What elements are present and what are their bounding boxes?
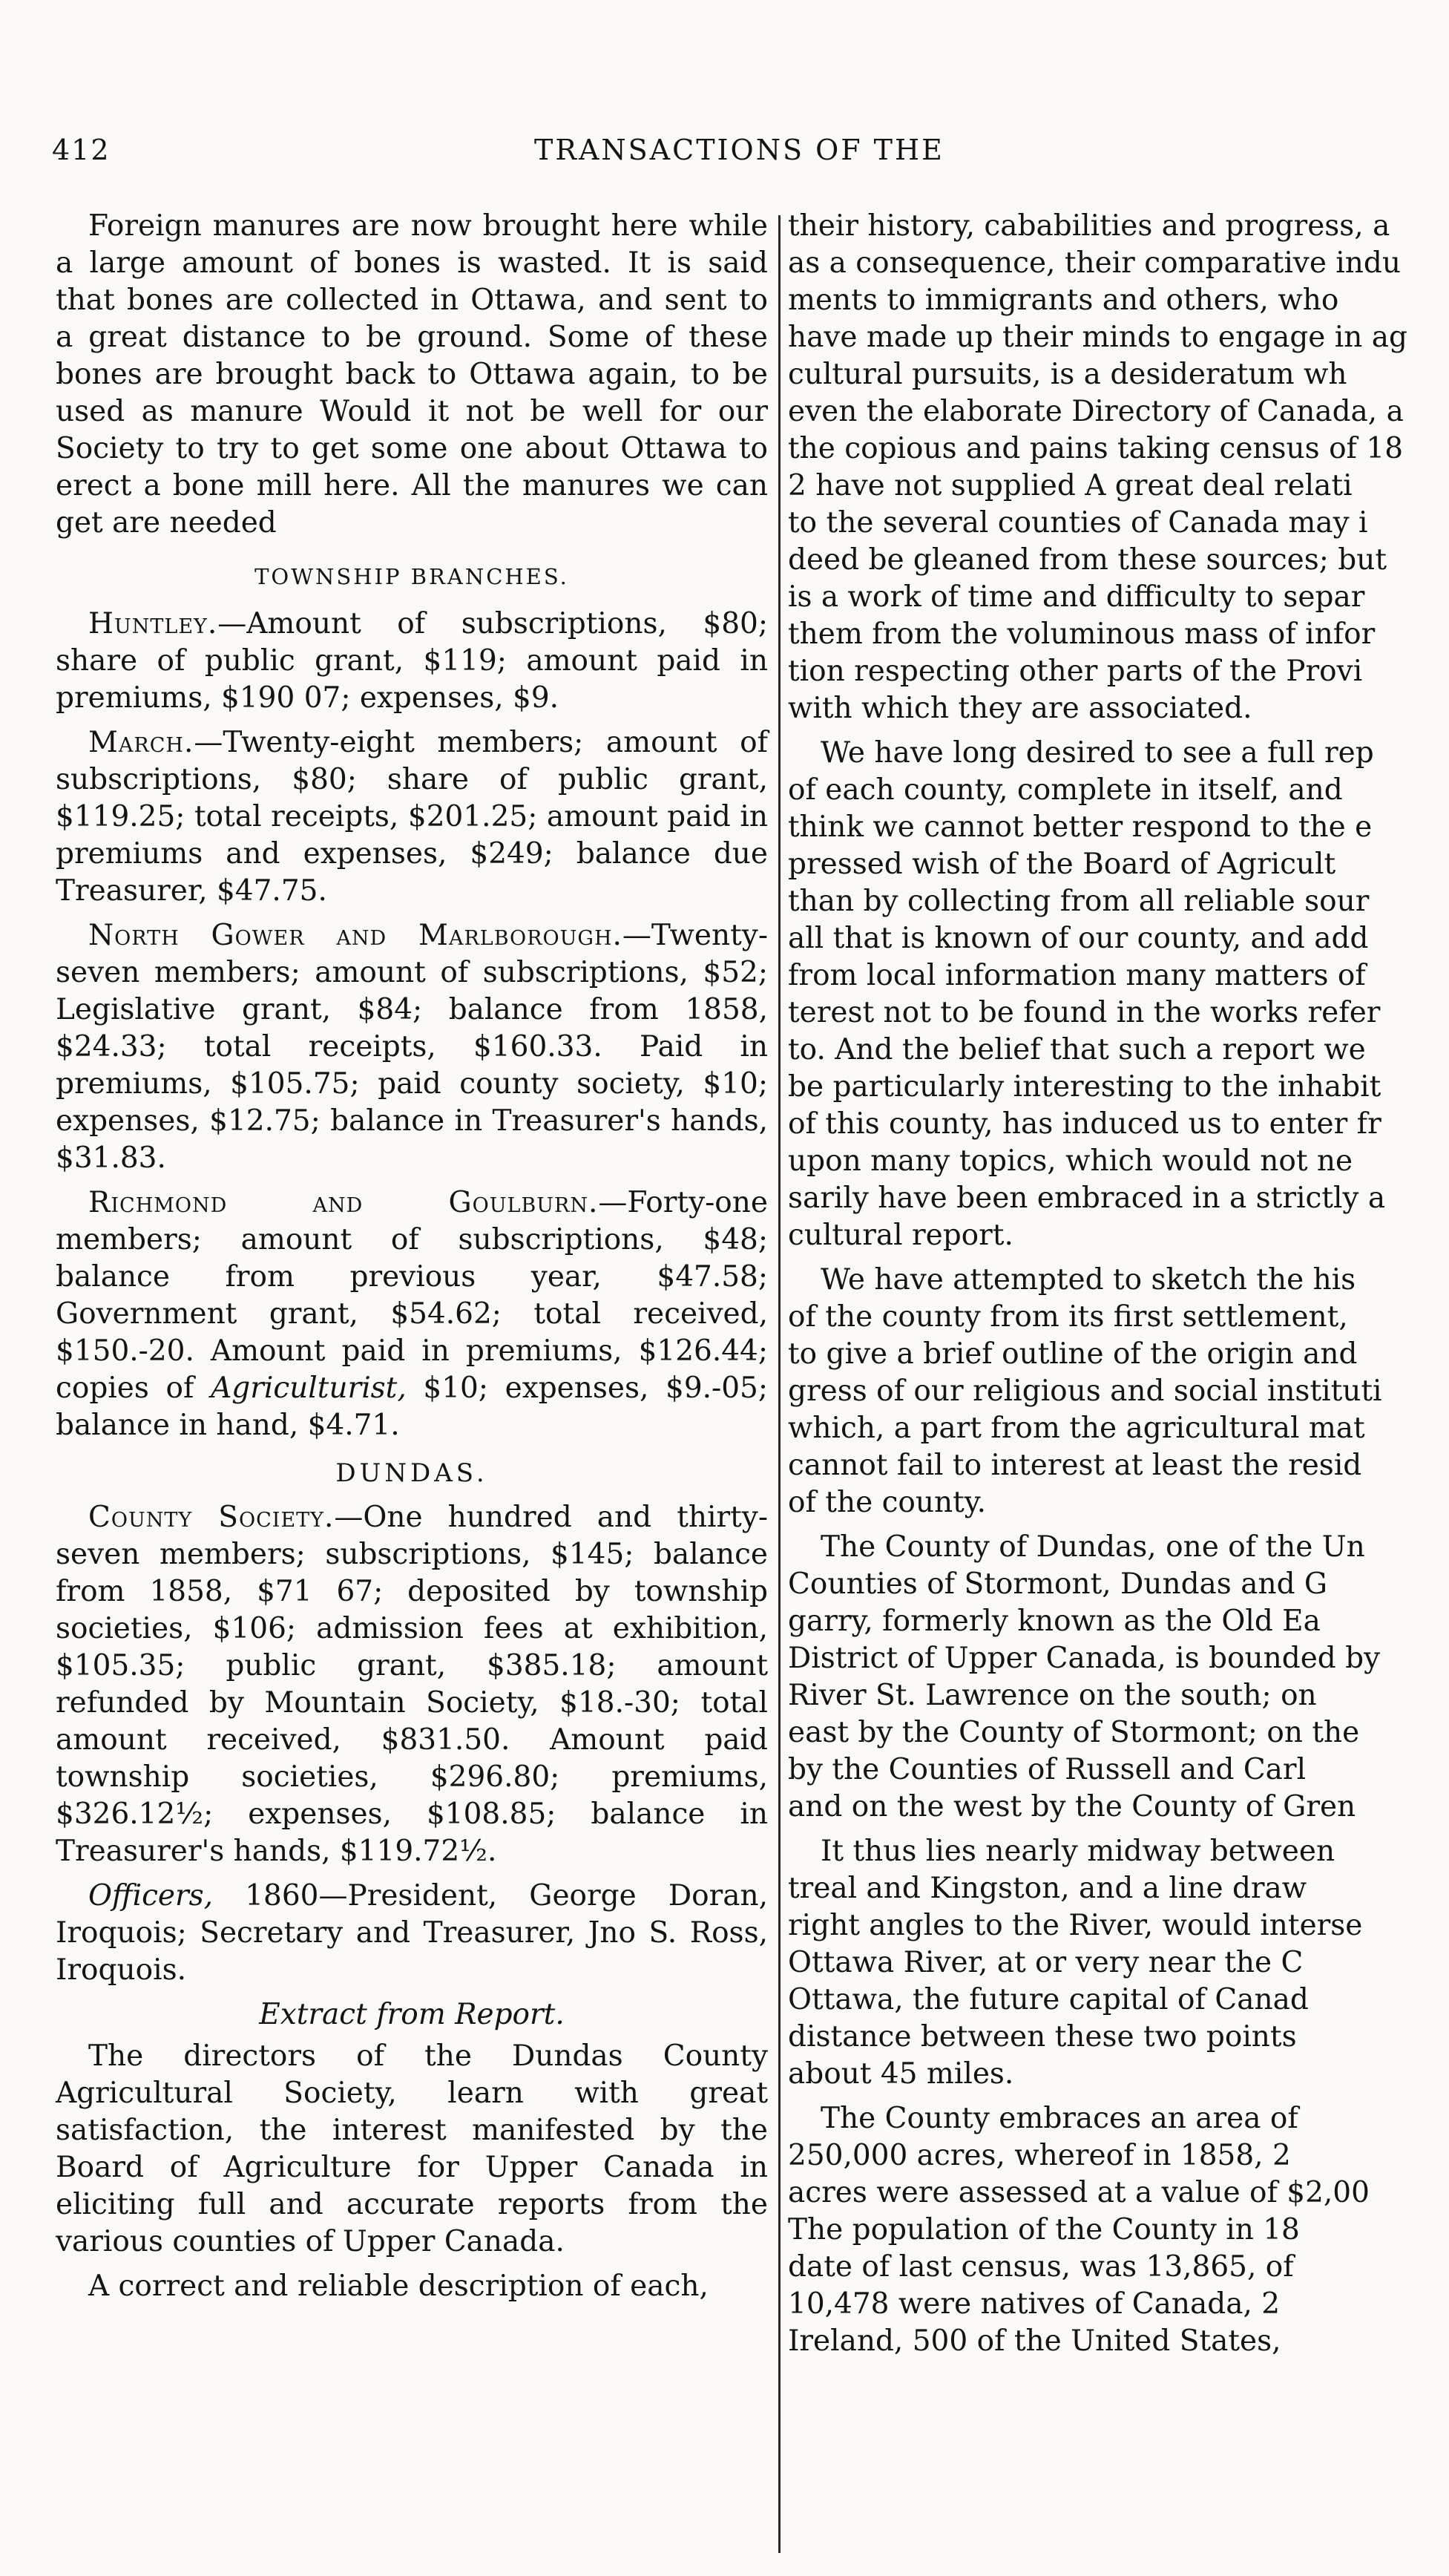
dundas-heading: DUNDAS. [335,1458,488,1488]
text-line: 10,478 were natives of Canada, 2 [788,2287,1281,2321]
text-line: cultural report. [788,1219,1013,1252]
text-line: and on the west by the County of Gren [788,1790,1356,1823]
right-paragraph-3 [788,1262,1449,1521]
right-column [788,208,1449,2367]
agriculturist-title: Agriculturist, [211,1371,407,1405]
text-line: pressed wish of the Board of Agricult [788,848,1336,881]
text-line: garry, formerly known as the Old Ea [788,1605,1321,1638]
officers-label: Officers, [88,1879,214,1913]
right-paragraph-6 [788,2100,1449,2360]
right-paragraph-2 [788,735,1449,1254]
text-line: of this county, has induced us to enter fr [788,1107,1381,1141]
text-line: treal and Kingston, and a line draw [788,1872,1307,1905]
text-line: of the county. [788,1486,987,1519]
text-line: of the county from its first settlement, [788,1300,1348,1334]
text-line: which, a part from the agricultural mat [788,1412,1365,1445]
text-line: than by collecting from all reliable sour [788,885,1370,918]
text-line: District of Upper Canada, is bounded by [788,1642,1381,1675]
officers-paragraph [56,1878,768,1989]
north-gower-paragraph [56,917,768,1177]
text-line: deed be gleaned from these sources; but [788,543,1387,577]
county-society-text: —One hundred and thirty-seven members; subscriptions, $145; balance from 1858, $71 67; deposited by township societies, $106; admission fees at exhibition, $105.35; public grant, $385.18; amount refunded by Mountain Society, $18.-30; total amount received, $831.50. Amount paid township societies, $296.80; premiums, $326.12½; expenses, $108.85; balance in Treasurer's hands, $119.72½. [56,1501,768,1868]
text-line: tion respecting other parts of the Provi [788,655,1363,688]
huntley-name: Huntley. [88,607,218,640]
text-line: Ottawa River, at or very near the C [788,1946,1304,1979]
extract-paragraph-1: The directors of the Dundas County Agricultural Society, learn with great satisfaction, the interest manifested by the Board of Agriculture for Upper Canada in eliciting full and accurate reports from the various counties of Upper Canada. [56,2039,768,2258]
text-line: 250,000 acres, whereof in 1858, 2 [788,2139,1291,2172]
text-line: cultural pursuits, is a desideratum wh [788,358,1347,391]
text-line: by the Counties of Russell and Carl [788,1753,1307,1786]
richmond-text-2: $10; expenses, $9.-05; balance in hand, $4.71. [56,1371,768,1442]
county-society-name: County Society. [88,1501,335,1534]
text-line: to give a brief outline of the origin and [788,1337,1358,1371]
text-line: terest not to be found in the works refer [788,996,1381,1029]
text-line: The County embraces an area of [821,2102,1298,2135]
text-line: their history, cababilities and progress, a [788,209,1390,243]
text-line: think we cannot better respond to the e [788,810,1373,844]
bone-manure-paragraph: Foreign manures are now brought here while a large amount of bones is wasted. It is said that bones are collected in Ottawa, and sent to a great distance to be ground. Some of these bones are brought back to Ottawa again, to be used as manure Would it not be well for our Society to try to get some one about Ottawa to erect a bone mill here. All the manures we can get are needed [56,209,768,540]
text-line: The County of Dundas, one of the Un [821,1530,1365,1564]
text-line: date of last census, was 13,865, of [788,2250,1294,2284]
richmond-name: Richmond and Goulburn. [88,1186,599,1219]
text-line: of each county, complete in itself, and [788,773,1343,807]
text-line: all that is known of our county, and add [788,922,1369,955]
text-line: to. And the belief that such a report we [788,1033,1366,1066]
text-line: acres were assessed at a value of $2,00 [788,2176,1370,2209]
text-line: We have attempted to sketch the his [821,1263,1356,1297]
text-line: from local information many matters of [788,959,1366,992]
text-line: cannot fail to interest at least the resid [788,1449,1362,1482]
march-paragraph [56,724,768,910]
county-society-paragraph [56,1499,768,1870]
extract-paragraph-2: A correct and reliable description of each, [88,2269,709,2303]
extract-heading: Extract from Report. [259,1998,565,2031]
text-line: 2 have not supplied A great deal relati [788,469,1353,502]
text-line: River St. Lawrence on the south; on [788,1679,1317,1712]
north-gower-text: —Twenty-seven members; amount of subscriptions, $52; Legislative grant, $84; balance from 1858, $24.33; total receipts, $160.33. Paid in premiums, $105.75; paid county society, $10; expenses, $12.75; balance in Treasurer's hands, $31.83. [56,919,768,1175]
text-line: be particularly interesting to the inhabit [788,1070,1381,1104]
richmond-text-1: —Forty-one members; amount of subscriptions, $48; balance from previous year, $47.58; Government grant, $54.62; total received, $150.-20. Amount paid in premiums, $126.44; copies of [56,1186,768,1405]
text-line: It thus lies nearly midway between [821,1835,1335,1868]
march-name: March. [88,726,194,759]
right-paragraph-5 [788,1833,1449,2093]
text-line: about 45 miles. [788,2057,1014,2091]
huntley-paragraph [56,606,768,717]
text-line: Counties of Stormont, Dundas and G [788,1567,1328,1601]
text-line: The population of the County in 18 [788,2213,1300,2246]
page-number: 412 [52,134,111,166]
north-gower-name: North Gower and Marlborough. [88,919,622,952]
text-line: the copious and pains taking census of 18 [788,432,1404,465]
page-header [52,134,972,178]
text-line: ments to immigrants and others, who [788,284,1339,317]
running-head: TRANSACTIONS OF THE [534,134,944,166]
text-line: even the elaborate Directory of Canada, a [788,395,1404,428]
richmond-paragraph [56,1184,768,1444]
township-branches-heading: TOWNSHIP BRANCHES. [254,564,569,589]
text-line: Ireland, 500 of the United States, [788,2324,1281,2358]
text-line: distance between these two points [788,2020,1297,2054]
text-line: upon many topics, which would not ne [788,1144,1353,1178]
right-paragraph-1 [788,208,1449,727]
text-line: east by the County of Stormont; on the [788,1716,1360,1749]
text-line: them from the voluminous mass of infor [788,617,1376,651]
text-line: to the several counties of Canada may i [788,506,1368,540]
left-column [56,208,768,2313]
column-divider [778,215,781,2553]
text-line: sarily have been embraced in a strictly a [788,1182,1386,1215]
text-line: Ottawa, the future capital of Canad [788,1983,1309,2016]
text-line: We have long desired to see a full rep [821,736,1374,770]
text-line: is a work of time and difficulty to separ [788,580,1365,614]
text-line: as a consequence, their comparative indu [788,246,1401,280]
right-paragraph-4 [788,1529,1449,1826]
text-line: with which they are associated. [788,692,1252,725]
text-line: have made up their minds to engage in ag [788,321,1407,354]
text-line: gress of our religious and social instituti [788,1374,1382,1408]
text-line: right angles to the River, would interse [788,1909,1363,1942]
huntley-text: —Amount of subscriptions, $80; share of public grant, $119; amount paid in premiums, $190 07; expenses, $9. [56,607,768,715]
officers-text: 1860—President, George Doran, Iroquois; Secretary and Treasurer, Jno S. Ross, Iroquois. [56,1879,768,1987]
march-text: —Twenty-eight members; amount of subscriptions, $80; share of public grant, $119.25; total receipts, $201.25; amount paid in premiums and expenses, $249; balance due Treasurer, $47.75. [56,726,768,908]
